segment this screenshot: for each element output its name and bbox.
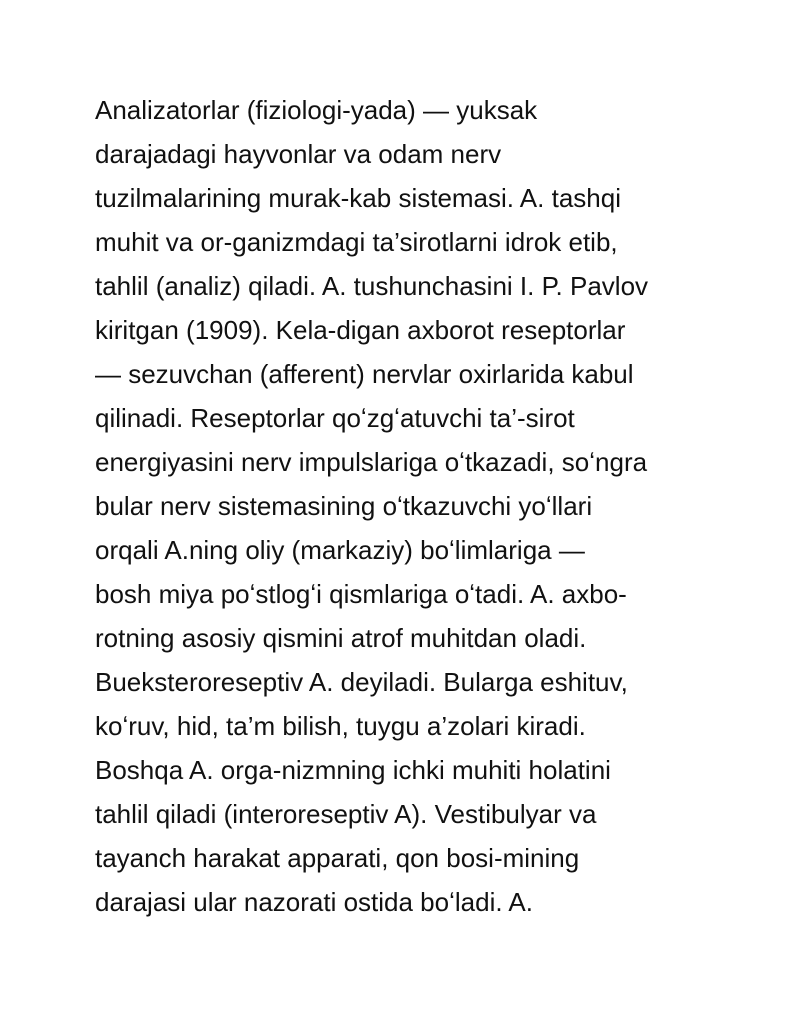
text-line: tahlil qiladi (interoreseptiv A). Vestibulyar va <box>95 799 597 829</box>
text-line: Boshqa A. orga-nizmning ichki muhiti holatini <box>95 755 611 785</box>
text-line: — sezuvchan (afferent) nervlar oxirlarida kabul <box>95 359 634 389</box>
text-line: qilinadi. Reseptorlar qoʻzgʻatuvchi ta’-sirot <box>95 403 575 433</box>
text-line: tahlil (analiz) qiladi. A. tushunchasini I. P. Pavlov <box>95 271 649 301</box>
text-line: muhit va or-ganizmdagi ta’sirotlarni idrok etib, <box>95 227 618 257</box>
text-line: energiyasini nerv impulslariga oʻtkazadi, soʻngra <box>95 447 648 477</box>
text-line: bosh miya poʻstlogʻi qismlariga oʻtadi. A. axbo- <box>95 579 627 609</box>
text-line: rotning asosiy qismini atrof muhitdan oladi. <box>95 623 587 653</box>
text-line: bular nerv sistemasining oʻtkazuvchi yoʻllari <box>95 491 593 521</box>
text-line: tayanch harakat apparati, qon bosi-mining <box>95 843 580 873</box>
text-line: Bueksteroreseptiv A. deyiladi. Bularga eshituv, <box>95 667 628 697</box>
text-line: darajadagi hayvonlar va odam nerv <box>95 139 502 169</box>
text-line: kiritgan (1909). Kela-digan axborot reseptorlar <box>95 315 626 345</box>
text-line: orqali A.ning oliy (markaziy) boʻlimlariga — <box>95 535 585 565</box>
text-line: koʻruv, hid, ta’m bilish, tuygu a’zolari kiradi. <box>95 711 586 741</box>
text-line: tuzilmalarining murak-kab sistemasi. A. tashqi <box>95 183 621 213</box>
body-text <box>95 88 735 924</box>
text-line: darajasi ular nazorati ostida boʻladi. A. <box>95 887 533 917</box>
text-line: Analizatorlar (fiziologi-yada) — yuksak <box>95 95 538 125</box>
